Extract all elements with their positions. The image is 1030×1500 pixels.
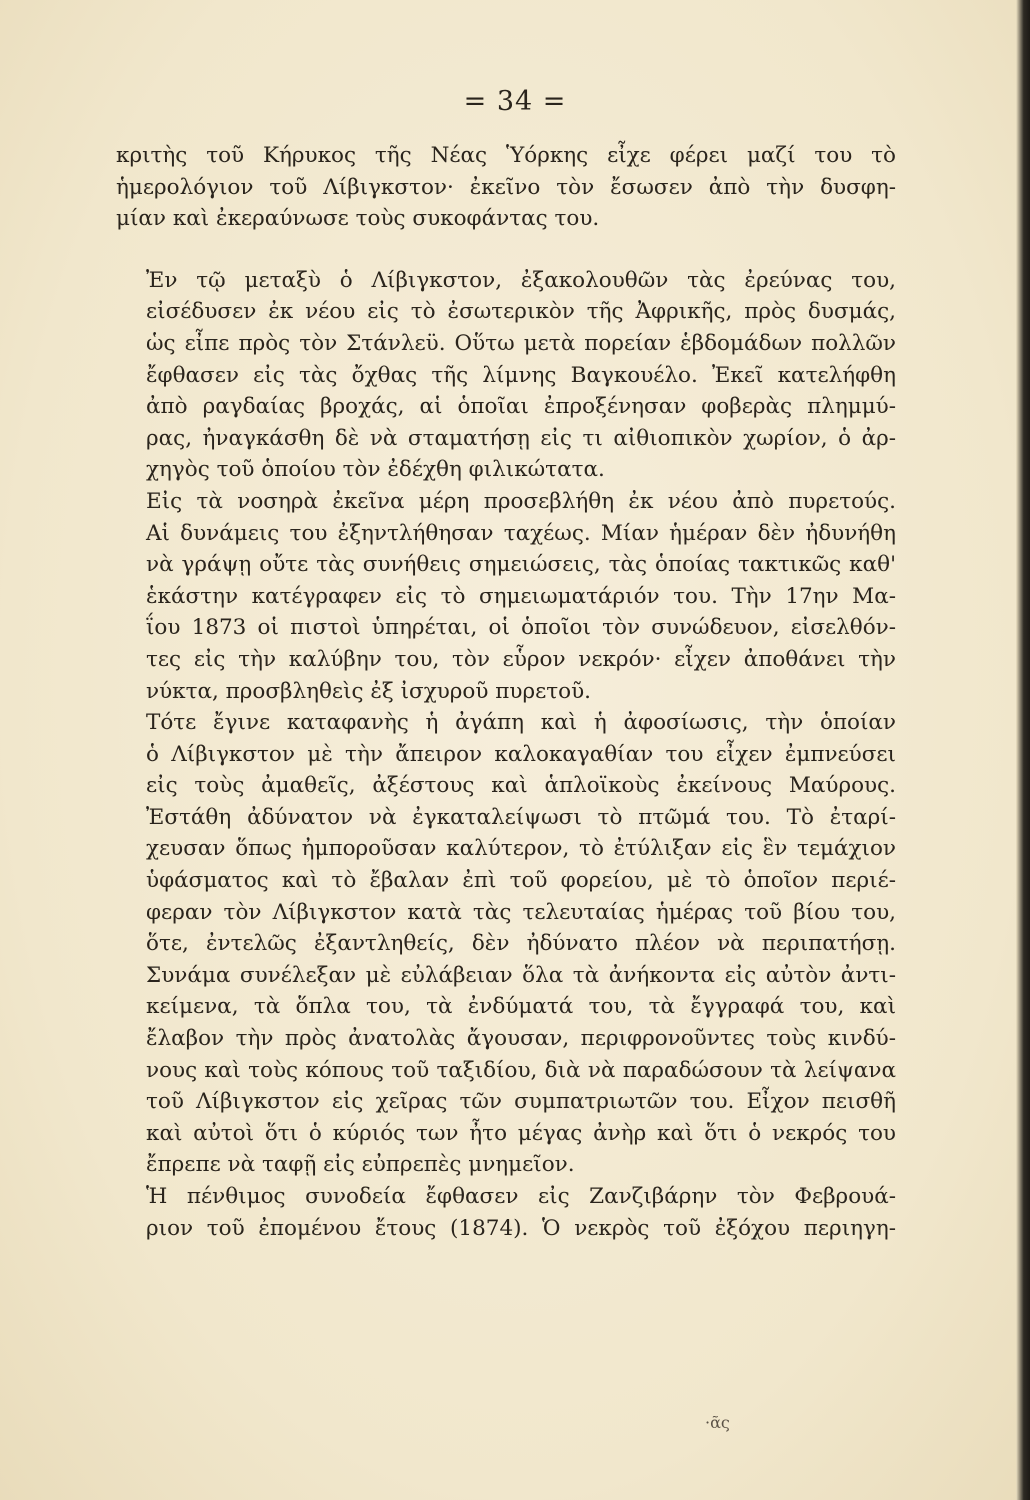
text-line: νύκτα, προσβληθεὶς ἐξ ἰσχυροῦ πυρετοῦ. [146, 678, 592, 704]
text-line: κριτὴς τοῦ Κήρυκος τῆς Νέας Ὑόρκης εἶχε φέρει μαζί του τὸ [116, 143, 896, 168]
text-line: καὶ αὐτοὶ ὅτι ὁ κύριός των ἦτο μέγας ἀνὴρ καὶ ὅτι ὁ νεκρός του [146, 1120, 896, 1146]
text-line: τοῦ Λίβιγκστον εἰς χεῖρας τῶν συμπατριωτῶν του. Εἶχον πεισθῆ [146, 1089, 896, 1115]
footer-mark: ·ᾶς [705, 1413, 730, 1432]
text-line: ἔφθασεν εἰς τὰς ὄχθας τῆς λίμνης Βαγκουέλο. Ἐκεῖ κατελήφθη [146, 362, 896, 388]
text-line: ΐου 1873 οἱ πιστοὶ ὑπηρέται, οἱ ὁποῖοι τὸν συνώδευον, εἰσελθόν- [146, 615, 896, 641]
text-line: ἔλαβον τὴν πρὸς ἀνατολὰς ἄγουσαν, περιφρονοῦντες τοὺς κινδύ- [146, 1026, 896, 1052]
text-line: νους καὶ τοὺς κόπους τοῦ ταξιδίου, διὰ νὰ παραδώσουν τὰ λείψανα [146, 1057, 896, 1083]
text-line: ἑκάστην κατέγραφεν εἰς τὸ σημειωματάριόν του. Τὴν 17ην Μα- [146, 583, 896, 609]
text-line: χηγὸς τοῦ ὁποίου τὸν ἐδέχθη φιλικώτατα. [146, 457, 605, 483]
text-line: τες εἰς τὴν καλύβην του, τὸν εὗρον νεκρόν· εἶχεν ἀποθάνει τὴν [146, 646, 896, 672]
text-line: Αἱ δυνάμεις του ἐξηντλήθησαν ταχέως. Μίαν ἡμέραν δὲν ἠδυνήθη [146, 520, 896, 546]
text-line: ἀπὸ ραγδαίας βροχάς, αἱ ὁποῖαι ἐπροξένησαν φοβερὰς πλημμύ- [146, 394, 896, 420]
text-line: χευσαν ὅπως ἠμποροῦσαν καλύτερον, τὸ ἐτύλιξαν εἰς ἓν τεμάχιον [146, 836, 896, 862]
text-line: εἰς τοὺς ἀμαθεῖς, ἀξέστους καὶ ἁπλοϊκοὺς ἐκείνους Μαύρους. [146, 773, 896, 799]
text-line: εἰσέδυσεν ἐκ νέου εἰς τὸ ἐσωτερικὸν τῆς Ἀφρικῆς, πρὸς δυσμάς, [146, 299, 896, 325]
paragraph-3 [116, 486, 896, 707]
paragraph-4 [116, 707, 896, 1181]
text-line: φεραν τὸν Λίβιγκστον κατὰ τὰς τελευταίας ἡμέρας τοῦ βίου του, [146, 899, 896, 925]
text-line: Συνάμα συνέλεξαν μὲ εὐλάβειαν ὅλα τὰ ἀνήκοντα εἰς αὐτὸν ἀντι- [146, 962, 896, 988]
text-line: ὅτε, ἐντελῶς ἐξαντληθείς, δὲν ἠδύνατο πλέον νὰ περιπατήσῃ. [146, 931, 896, 957]
paragraph-5 [116, 1181, 896, 1244]
book-spine-edge [1016, 0, 1030, 1500]
paragraph-1 [116, 140, 896, 235]
text-line: Ἐν τῷ μεταξὺ ὁ Λίβιγκστον, ἐξακολουθῶν τὰς ἐρεύνας του, [146, 267, 896, 293]
paragraph-2 [116, 265, 896, 486]
text-line: ἡμερολόγιον τοῦ Λίβιγκστον· ἐκεῖνο τὸν ἔσωσεν ἀπὸ τὴν δυσφη- [116, 174, 896, 200]
text-line: ὁ Λίβιγκστον μὲ τὴν ἄπειρον καλοκαγαθίαν του εἶχεν ἐμπνεύσει [146, 741, 896, 767]
text-line: ὡς εἶπε πρὸς τὸν Στάνλεϋ. Οὕτω μετὰ πορείαν ἑβδομάδων πολλῶν [146, 330, 896, 356]
body-text [116, 140, 896, 1244]
text-line: ρας, ἠναγκάσθη δὲ νὰ σταματήσῃ εἰς τι αἰθιοπικὸν χωρίον, ὁ ἀρ- [146, 425, 896, 451]
text-line: μίαν καὶ ἐκεραύνωσε τοὺς συκοφάντας του. [116, 206, 600, 232]
text-line: Ἡ πένθιμος συνοδεία ἔφθασεν εἰς Ζανζιβάρην τὸν Φεβρουά- [146, 1184, 896, 1209]
text-line: νὰ γράψῃ οὔτε τὰς συνήθεις σημειώσεις, τὰς ὁποίας τακτικῶς καθ' [146, 552, 896, 578]
text-line: Τότε ἔγινε καταφανὴς ἡ ἀγάπη καὶ ἡ ἀφοσίωσις, τὴν ὁποίαν [146, 710, 896, 736]
text-line: ὑφάσματος καὶ τὸ ἔβαλαν ἐπὶ τοῦ φορείου, μὲ τὸ ὁποῖον περιέ- [146, 868, 896, 894]
text-line: ἔπρεπε νὰ ταφῇ εἰς εὐπρεπὲς μνημεῖον. [146, 1152, 575, 1178]
text-line: κείμενα, τὰ ὅπλα του, τὰ ἐνδύματά του, τὰ ἔγγραφά του, καὶ [146, 994, 896, 1020]
text-line: ριον τοῦ ἐπομένου ἔτους (1874). Ὁ νεκρὸς τοῦ ἐξόχου περιηγη- [146, 1215, 896, 1241]
page-number: = 34 = [463, 86, 567, 117]
text-line: Ἐστάθη ἀδύνατον νὰ ἐγκαταλείψωσι τὸ πτῶμά του. Τὸ ἐταρί- [146, 804, 896, 830]
text-line: Εἰς τὰ νοσηρὰ ἐκεῖνα μέρη προσεβλήθη ἐκ νέου ἀπὸ πυρετούς. [146, 488, 896, 514]
